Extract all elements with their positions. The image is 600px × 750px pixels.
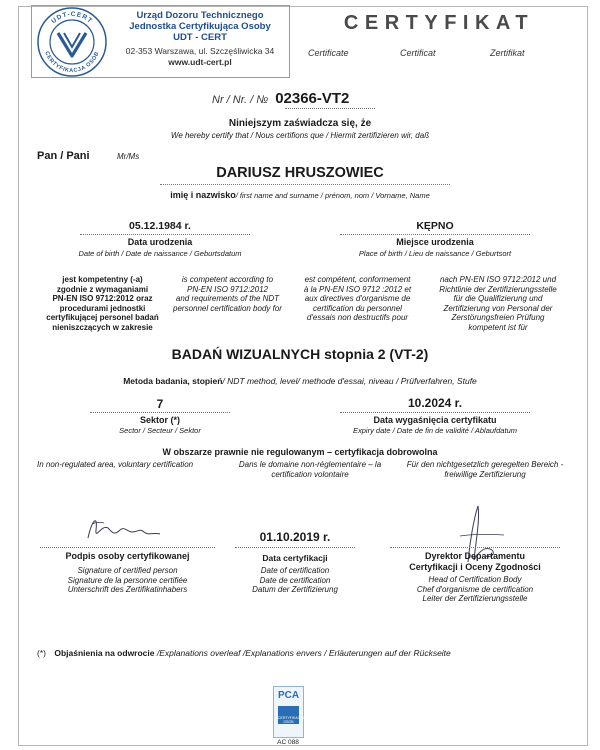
director-tr-line: Leiter der Zertifizierungsstelle [422,594,528,603]
certification-date-line [235,547,355,548]
competence-en-line: personnel certification body for [173,303,282,313]
footnote-pl: Objaśnienia na odwrocie [54,648,155,658]
method-label [0,376,600,386]
cert-date-tr-line: Datum der Zertifizierung [252,585,338,594]
footnote [37,648,451,658]
subtitle-en: Certificate [308,48,349,58]
competence-de [428,275,568,332]
area-de-line: freiwillige Zertifizierung [444,469,526,479]
birth-place-label-pl: Miejsce urodzenia [396,237,474,247]
competence-en-line: PN-EN ISO 9712:2012 [187,284,268,294]
holder-signature [78,510,168,546]
expiry-underline [340,412,530,413]
director-title-1: Dyrektor Departamentu [424,551,526,561]
competence-de-line: Zertifizierung von Personal der [443,303,553,313]
holder-signature-translations [40,566,215,595]
holder-signature-line [40,547,215,548]
issuer-name-1: Urząd Dozoru Technicznego [136,10,264,21]
competence-fr [295,275,420,323]
person-name: DARIUSZ HRUSZOWIEC [216,165,384,181]
competence-pl-line: jest kompetentny (-a) [62,275,143,284]
number-label: Nr / Nr. / № [212,94,269,106]
issuer-name-2: Jednostka Certyfikująca Osoby [129,21,271,32]
certification-date: 01.10.2019 r. [259,530,331,544]
sector-label-pl: Sektor (*) [139,415,180,425]
expiry-label-tr: Expiry date / Date de fin de validité / Ablaufdatum [353,426,517,435]
sector-value: 7 [156,397,164,411]
competence-pl-line: nieniszczących w zakresie [52,322,153,332]
competence-fr-line: d'essais non destructifs pour [306,313,409,322]
director-tr-line: Chef d'organisme de certification [416,584,534,594]
competence-fr-line: à la PN-EN ISO 9712 :2012 et [303,284,412,294]
area-de [390,460,580,479]
certification-date-translations [220,566,370,595]
pca-badge-text: CERTYFIKACJA OSÓB [278,716,305,724]
certificate-number-row [212,90,349,107]
competence-de-line: Zerstörungsfreien Prüfung [451,313,545,322]
sector-label-tr: Sector / Secteur / Sektor [119,426,201,435]
area-fr [210,460,410,479]
competence-pl-line: certyfikującej personel badań [46,313,159,322]
holder-tr-line: Signature of certified person [77,566,178,575]
salutation-pl: Pan / Pani [37,150,90,162]
statement-translations: We hereby certify that / Nous certifions que / Hiermit zertifizieren wir, daß [170,131,430,140]
competence-pl-line: zgodnie z wymaganiami [56,284,149,294]
birth-place: KĘPNO [416,220,454,232]
name-label-translations: / first name and surname / prénom, nom / Vorname, Name [235,191,430,200]
birth-place-underline [340,234,530,235]
area-pl: W obszarze prawnie nie regulowanym – certyfikacja dobrowolna [162,447,438,457]
salutation-en: Mr/Ms [117,152,140,161]
subtitle-de: Zertifikat [490,48,525,58]
competence-en-line: is competent according to [181,275,274,284]
director-signature-line [390,547,560,548]
birth-date-label-pl: Data urodzenia [127,237,193,247]
ndt-method: BADAŃ WIZUALNYCH stopnia 2 (VT-2) [171,346,429,362]
method-label-pl: Metoda badania, stopień [123,376,223,386]
competence-de-line: für die Qualifizierung und [453,294,543,303]
cert-date-tr-line: Date de certification [259,575,331,585]
pca-badge [278,706,305,724]
svg-text:UDT-CERT: UDT-CERT [50,10,94,26]
name-label [0,190,600,200]
competence-fr-line: est compétent, conformement [304,275,411,284]
expiry-label-pl: Data wygaśnięcia certyfikatu [373,415,497,425]
udt-cert-logo [36,6,108,78]
competence-fr-line: aux directives d'organisme de [304,294,411,303]
subtitle-fr: Certificat [400,48,436,58]
holder-tr-line: Unterschrift des Zertifikatinhabers [67,585,188,594]
competence-en [165,275,290,313]
competence-pl-line: procedurami jednostki [59,303,146,313]
issuer-short-name: UDT - CERT [173,32,227,43]
area-fr-line: Dans le domaine non-réglementaire – la [238,460,382,469]
name-label-pl: imię i nazwisko [170,190,236,200]
director-title-translations [385,575,565,604]
number-underline [285,108,375,109]
method-label-translations: / NDT method, level/ methode d'essai, niveau / Prüfverfahren, Stufe [222,376,477,386]
area-fr-line: certification volontaire [271,469,349,479]
area-en: In non-regulated area, voluntary certification [37,460,194,469]
statement-pl: Niniejszym zaświadcza się, że [228,118,372,129]
competence-pl [40,275,165,332]
sector-underline [90,412,230,413]
competence-en-line: and requirements of the NDT [175,294,280,303]
holder-tr-line: Signature de la personne certifiée [67,575,188,585]
document-title: CERTYFIKAT [343,12,535,34]
pca-logo-text: PCA [277,690,300,701]
holder-signature-label: Podpis osoby certyfikowanej [65,551,190,561]
competence-fr-line: certification du personnel [313,303,402,313]
expiry-date: 10.2024 r. [407,396,463,410]
footnote-mark: (*) [37,648,46,658]
pca-accreditation-mark [273,686,304,738]
issuer-address: 02-353 Warszawa, ul. Szczęśliwicka 34 [125,46,275,56]
svg-text:CERTYFIKACJA OSÓB: CERTYFIKACJA OSÓB [43,50,101,75]
director-tr-line: Head of Certification Body [428,575,522,584]
certificate-number: 02366-VT2 [275,90,350,107]
birth-date-underline [80,234,250,235]
cert-date-tr-line: Date of certification [260,566,330,575]
certification-date-label: Data certyfikacji [262,553,328,563]
director-title-2: Certyfikacji i Oceny Zgodności [409,562,541,572]
competence-pl-line: PN-EN ISO 9712:2012 oraz [52,294,153,303]
competence-de-line: Richtlinie der Zertifizierungsstelle [439,284,557,294]
competence-de-line: kompetent ist für [468,322,528,332]
birth-place-label-tr: Place of birth / Lieu de naissance / Geburtsort [358,249,512,258]
competence-de-line: nach PN-EN ISO 9712:2012 und [439,275,557,284]
issuer-website: www.udt-cert.pl [168,57,232,67]
accreditation-number: AC 088 [277,739,299,746]
footnote-translations: /Explanations overleaf /Explanations envers / Erläuterungen auf der Rückseite [156,648,451,658]
birth-date-label-tr: Date of birth / Date de naissance / Geburtsdatum [78,249,242,258]
area-de-line: Für den nichtgesetzlich geregelten Bereich - [406,460,564,469]
birth-date: 05.12.1984 r. [129,220,191,232]
name-underline [160,184,450,185]
